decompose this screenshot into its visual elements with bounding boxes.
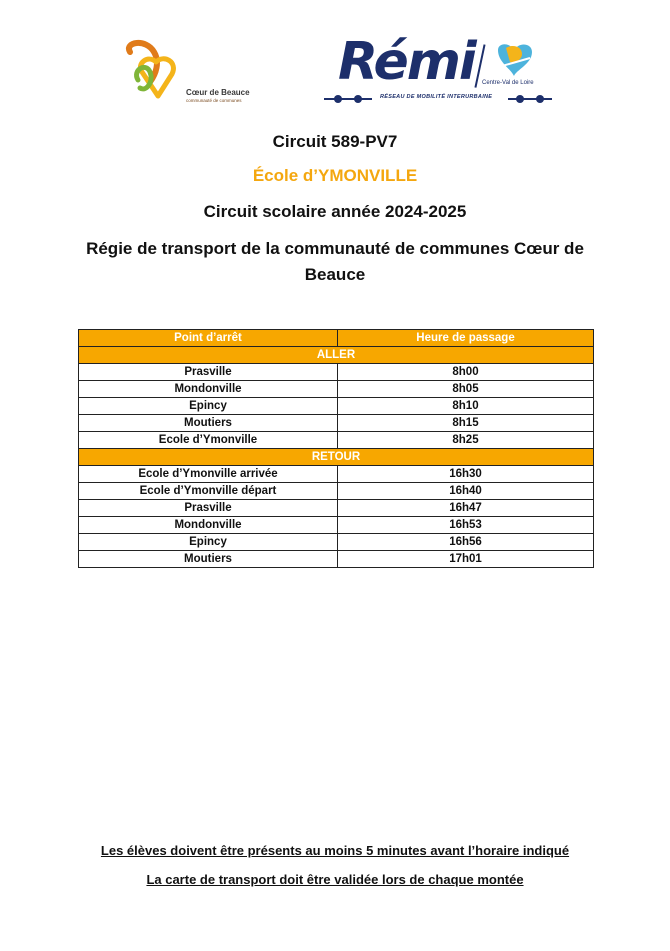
stop-cell: Epincy xyxy=(79,534,338,551)
time-cell: 16h56 xyxy=(338,534,594,551)
stop-cell: Moutiers xyxy=(79,551,338,568)
school-year: Circuit scolaire année 2024-2025 xyxy=(203,202,467,221)
stop-cell: Prasville xyxy=(79,364,338,381)
table-row xyxy=(79,415,594,432)
school-name: École d’YMONVILLE xyxy=(252,166,418,185)
table-row xyxy=(79,466,594,483)
remi-logo xyxy=(322,34,554,108)
table-row xyxy=(79,500,594,517)
circuit-title: Circuit 589-PV7 xyxy=(272,132,398,151)
time-cell: 17h01 xyxy=(338,551,594,568)
table-row xyxy=(79,364,594,381)
table-row xyxy=(79,517,594,534)
centre-val-de-loire-icon xyxy=(492,40,542,80)
stop-cell: Moutiers xyxy=(79,415,338,432)
table-row xyxy=(79,534,594,551)
time-cell: 16h30 xyxy=(338,466,594,483)
col-stop-header: Point d’arrêt xyxy=(79,330,338,347)
table-row xyxy=(79,398,594,415)
stop-cell: Mondonville xyxy=(79,517,338,534)
stop-cell: Prasville xyxy=(79,500,338,517)
retour-label: RETOUR xyxy=(79,449,594,466)
footer-notice-presence: Les élèves doivent être présents au moins 5 minutes avant l’horaire indiqué xyxy=(100,843,570,858)
cdb-name: Cœur de Beauce xyxy=(186,88,250,97)
aller-label: ALLER xyxy=(79,347,594,364)
time-cell: 16h53 xyxy=(338,517,594,534)
time-cell: 8h00 xyxy=(338,364,594,381)
stop-cell: Epincy xyxy=(79,398,338,415)
stop-cell: Ecole d’Ymonville départ xyxy=(79,483,338,500)
aller-section-row xyxy=(79,347,594,364)
stop-cell: Ecole d’Ymonville arrivée xyxy=(79,466,338,483)
remi-tagline: RÉSEAU DE MOBILITÉ INTERURBAINE xyxy=(380,94,493,100)
footer-notice-card: La carte de transport doit être validée lors de chaque montée xyxy=(146,872,524,887)
table-row xyxy=(79,432,594,449)
time-cell: 16h47 xyxy=(338,500,594,517)
table-row xyxy=(79,551,594,568)
table-row xyxy=(79,483,594,500)
time-cell: 8h10 xyxy=(338,398,594,415)
time-cell: 8h05 xyxy=(338,381,594,398)
logo-bar xyxy=(0,34,670,108)
regie-title: Régie de transport de la communauté de communes Cœur de Beauce xyxy=(86,239,584,284)
table-header-row xyxy=(79,330,594,347)
time-cell: 8h15 xyxy=(338,415,594,432)
schedule-table xyxy=(78,329,594,568)
coeur-de-beauce-logo xyxy=(120,38,250,104)
stop-cell: Mondonville xyxy=(79,381,338,398)
col-time-header: Heure de passage xyxy=(338,330,594,347)
retour-section-row xyxy=(79,449,594,466)
table-row xyxy=(79,381,594,398)
time-cell: 8h25 xyxy=(338,432,594,449)
time-cell: 16h40 xyxy=(338,483,594,500)
cdb-subtitle: communauté de communes xyxy=(186,98,242,103)
remi-wordmark: Rémi xyxy=(338,32,475,92)
stop-cell: Ecole d’Ymonville xyxy=(79,432,338,449)
region-label: Centre-Val de Loire xyxy=(482,80,534,86)
coeur-de-beauce-heart-icon xyxy=(120,38,186,104)
